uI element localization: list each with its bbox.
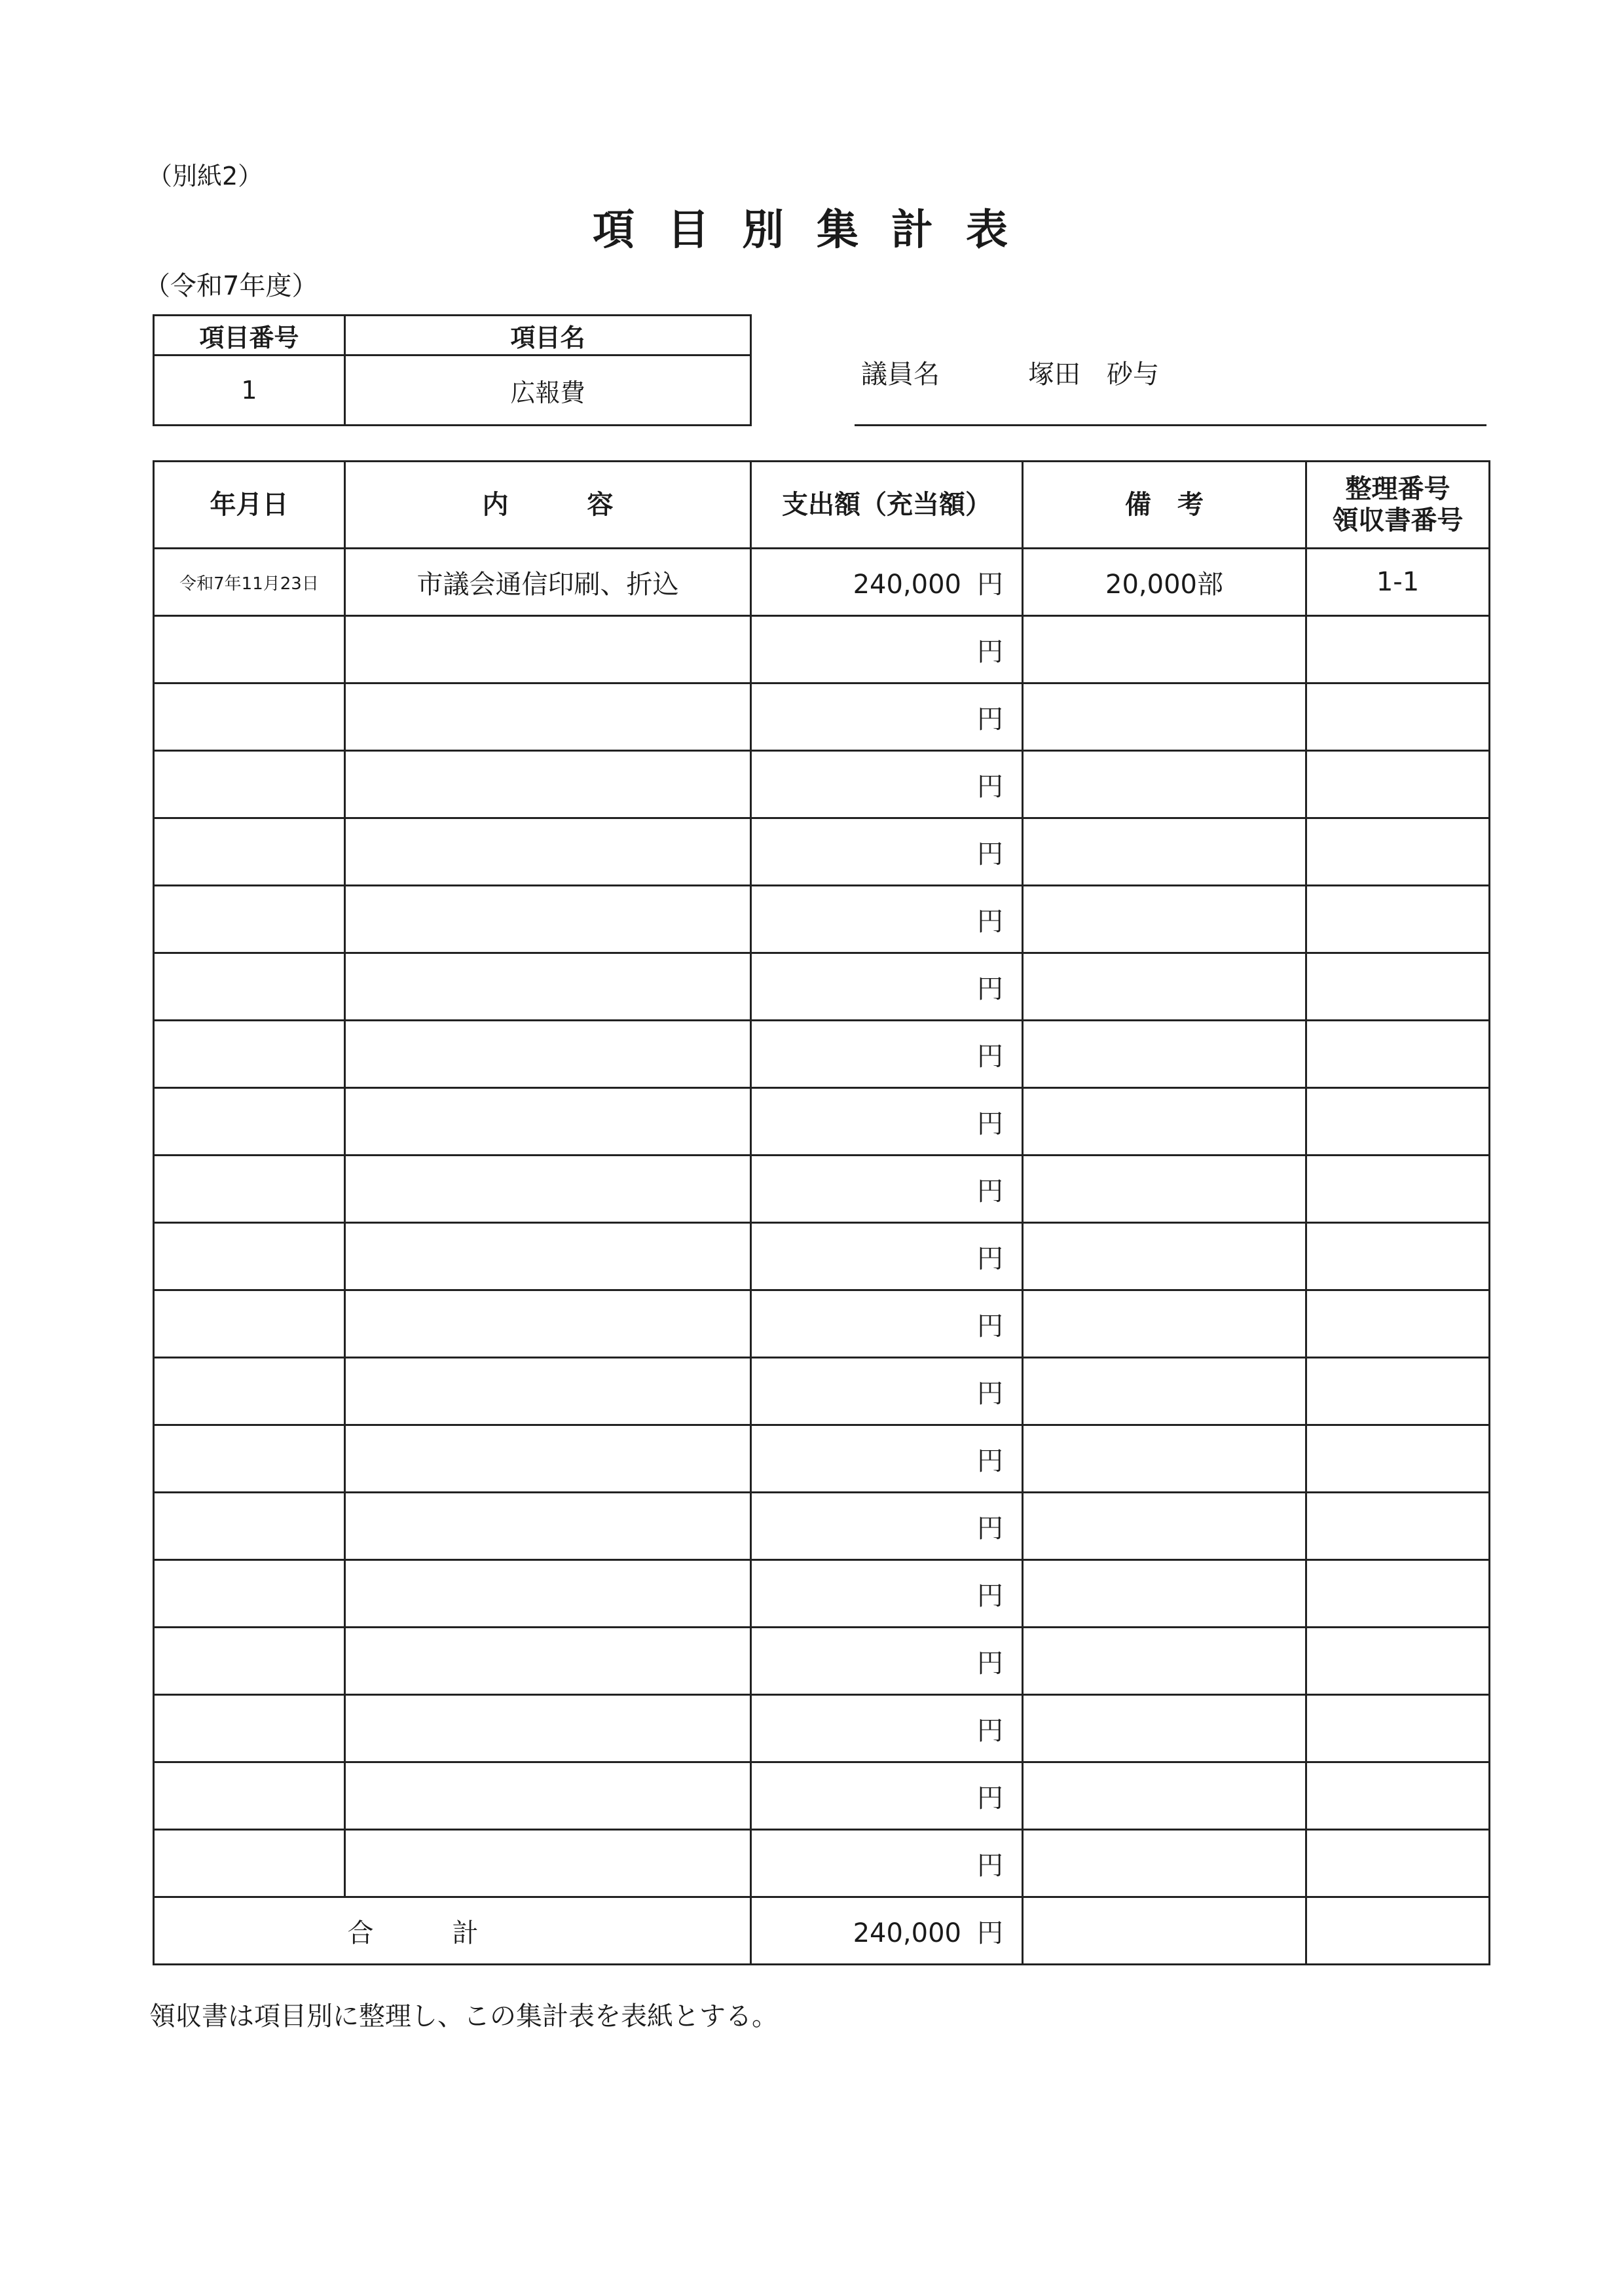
row-ref bbox=[1306, 616, 1490, 683]
row-ref bbox=[1306, 751, 1490, 818]
table-row bbox=[154, 1156, 1490, 1223]
row-date bbox=[154, 616, 345, 683]
row-amount-cell bbox=[751, 1358, 1023, 1425]
total-note-cell bbox=[1023, 1897, 1306, 1965]
row-ref bbox=[1306, 1290, 1490, 1358]
table-row bbox=[154, 1560, 1490, 1628]
table-row bbox=[154, 1695, 1490, 1762]
row-date bbox=[154, 1830, 345, 1897]
row-amount-cell bbox=[751, 1425, 1023, 1493]
row-ref bbox=[1306, 1695, 1490, 1762]
row-amount-cell bbox=[751, 616, 1023, 683]
row-ref bbox=[1306, 1156, 1490, 1223]
row-amount-cell bbox=[751, 1762, 1023, 1830]
row-date bbox=[154, 1425, 345, 1493]
row-content bbox=[345, 886, 751, 953]
table-row bbox=[154, 1088, 1490, 1156]
row-note: 20,000部 bbox=[1023, 549, 1306, 616]
row-content bbox=[345, 1560, 751, 1628]
row-note bbox=[1023, 683, 1306, 751]
row-amount-cell bbox=[751, 1021, 1023, 1088]
row-date bbox=[154, 1762, 345, 1830]
row-content bbox=[345, 1021, 751, 1088]
row-amount-cell bbox=[751, 1695, 1023, 1762]
row-ref bbox=[1306, 1830, 1490, 1897]
row-note bbox=[1023, 1493, 1306, 1560]
table-row bbox=[154, 1223, 1490, 1290]
row-amount-cell bbox=[751, 1290, 1023, 1358]
total-amount: 240,000 bbox=[853, 1918, 961, 1948]
row-date bbox=[154, 1560, 345, 1628]
row-note bbox=[1023, 818, 1306, 886]
yen-label: 円 bbox=[977, 1580, 1003, 1611]
row-content bbox=[345, 1156, 751, 1223]
row-ref bbox=[1306, 818, 1490, 886]
yen-label: 円 bbox=[977, 636, 1003, 667]
row-content bbox=[345, 1290, 751, 1358]
row-content bbox=[345, 683, 751, 751]
item-name-header: 項目名 bbox=[345, 316, 751, 355]
row-note bbox=[1023, 616, 1306, 683]
yen-label: 円 bbox=[977, 839, 1003, 869]
row-note bbox=[1023, 1560, 1306, 1628]
row-note bbox=[1023, 1223, 1306, 1290]
yen-label: 円 bbox=[977, 1108, 1003, 1139]
yen-label: 円 bbox=[977, 1513, 1003, 1544]
row-date: 令和7年11月23日 bbox=[154, 549, 345, 616]
row-ref bbox=[1306, 953, 1490, 1021]
yen-label: 円 bbox=[977, 1176, 1003, 1207]
row-date bbox=[154, 1021, 345, 1088]
yen-label: 円 bbox=[977, 771, 1003, 802]
member-name: 塚田 砂与 bbox=[1028, 359, 1159, 390]
row-date bbox=[154, 886, 345, 953]
row-note bbox=[1023, 1425, 1306, 1493]
row-ref bbox=[1306, 1223, 1490, 1290]
table-row bbox=[154, 1425, 1490, 1493]
table-row bbox=[154, 549, 1490, 616]
footer-note: 領収書は項目別に整理し、この集計表を表紙とする。 bbox=[149, 2001, 778, 2032]
row-content bbox=[345, 1358, 751, 1425]
item-name-value: 広報費 bbox=[345, 355, 751, 426]
row-content bbox=[345, 1830, 751, 1897]
yen-label: 円 bbox=[977, 1378, 1003, 1409]
row-date bbox=[154, 1088, 345, 1156]
row-ref bbox=[1306, 1088, 1490, 1156]
row-ref bbox=[1306, 1628, 1490, 1695]
row-amount-cell bbox=[751, 1156, 1023, 1223]
row-ref bbox=[1306, 1560, 1490, 1628]
row-content bbox=[345, 751, 751, 818]
total-ref-cell bbox=[1306, 1897, 1490, 1965]
ref-header bbox=[1306, 462, 1490, 549]
row-ref bbox=[1306, 1425, 1490, 1493]
row-note bbox=[1023, 1156, 1306, 1223]
row-note bbox=[1023, 1021, 1306, 1088]
row-amount-cell bbox=[751, 751, 1023, 818]
page-title: 項目別集計表 bbox=[593, 206, 1041, 255]
date-header: 年月日 bbox=[154, 462, 345, 549]
row-content bbox=[345, 1223, 751, 1290]
table-row bbox=[154, 953, 1490, 1021]
row-note bbox=[1023, 1628, 1306, 1695]
total-label: 合計 bbox=[154, 1897, 751, 1965]
row-ref bbox=[1306, 886, 1490, 953]
table-row bbox=[154, 616, 1490, 683]
row-content bbox=[345, 1493, 751, 1560]
row-date bbox=[154, 1290, 345, 1358]
row-note bbox=[1023, 1358, 1306, 1425]
ref-header-line2: 領収書番号 bbox=[1332, 505, 1464, 536]
row-content bbox=[345, 1088, 751, 1156]
content-header: 内 容 bbox=[345, 462, 751, 549]
yen-label: 円 bbox=[977, 1918, 1003, 1948]
yen-label: 円 bbox=[977, 1715, 1003, 1746]
attachment-note: （別紙2） bbox=[147, 162, 263, 191]
row-content bbox=[345, 1762, 751, 1830]
row-note bbox=[1023, 751, 1306, 818]
table-row bbox=[154, 1358, 1490, 1425]
row-date bbox=[154, 1358, 345, 1425]
row-content bbox=[345, 818, 751, 886]
member-block bbox=[855, 347, 1486, 426]
table-row bbox=[154, 1762, 1490, 1830]
expense-body bbox=[154, 549, 1490, 1897]
row-note bbox=[1023, 953, 1306, 1021]
row-ref: 1-1 bbox=[1306, 549, 1490, 616]
yen-label: 円 bbox=[977, 1648, 1003, 1679]
total-row bbox=[154, 1897, 1490, 1965]
row-amount-cell bbox=[751, 1493, 1023, 1560]
row-ref bbox=[1306, 1762, 1490, 1830]
row-content bbox=[345, 1628, 751, 1695]
member-label: 議員名 bbox=[861, 359, 940, 390]
row-content bbox=[345, 1695, 751, 1762]
row-amount-cell bbox=[751, 1628, 1023, 1695]
row-date bbox=[154, 953, 345, 1021]
table-row bbox=[154, 751, 1490, 818]
table-row bbox=[154, 886, 1490, 953]
table-header-row bbox=[154, 462, 1490, 549]
row-note bbox=[1023, 1830, 1306, 1897]
yen-label: 円 bbox=[977, 1041, 1003, 1072]
row-note bbox=[1023, 1762, 1306, 1830]
table-row bbox=[154, 1830, 1490, 1897]
row-amount-cell bbox=[751, 886, 1023, 953]
row-content bbox=[345, 953, 751, 1021]
yen-label: 円 bbox=[977, 1850, 1003, 1881]
row-amount-cell bbox=[751, 1560, 1023, 1628]
row-note bbox=[1023, 1290, 1306, 1358]
note-header: 備 考 bbox=[1023, 462, 1306, 549]
row-date bbox=[154, 1628, 345, 1695]
row-content: 市議会通信印刷、折込 bbox=[345, 549, 751, 616]
amount-header: 支出額（充当額） bbox=[751, 462, 1023, 549]
row-ref bbox=[1306, 1358, 1490, 1425]
yen-label: 円 bbox=[977, 704, 1003, 735]
row-date bbox=[154, 1695, 345, 1762]
row-date bbox=[154, 1156, 345, 1223]
ref-header-line1: 整理番号 bbox=[1345, 474, 1450, 504]
item-info-table bbox=[153, 314, 752, 426]
yen-label: 円 bbox=[977, 906, 1003, 937]
table-row bbox=[154, 683, 1490, 751]
row-amount-cell bbox=[751, 818, 1023, 886]
row-ref bbox=[1306, 1493, 1490, 1560]
expense-table bbox=[153, 460, 1490, 1965]
yen-label: 円 bbox=[977, 1783, 1003, 1813]
row-date bbox=[154, 751, 345, 818]
row-note bbox=[1023, 886, 1306, 953]
table-row bbox=[154, 1628, 1490, 1695]
row-date bbox=[154, 818, 345, 886]
row-ref bbox=[1306, 1021, 1490, 1088]
item-number-value: 1 bbox=[154, 355, 345, 426]
table-row bbox=[154, 818, 1490, 886]
fiscal-year: （令和7年度） bbox=[144, 271, 318, 301]
item-number-header: 項目番号 bbox=[154, 316, 345, 355]
yen-label: 円 bbox=[977, 1311, 1003, 1341]
row-amount-cell bbox=[751, 683, 1023, 751]
row-amount-cell bbox=[751, 549, 1023, 616]
row-amount-cell bbox=[751, 1830, 1023, 1897]
row-note bbox=[1023, 1088, 1306, 1156]
row-content bbox=[345, 1425, 751, 1493]
yen-label: 円 bbox=[977, 1243, 1003, 1274]
row-content bbox=[345, 616, 751, 683]
yen-label: 円 bbox=[977, 569, 1003, 600]
row-amount-cell bbox=[751, 1223, 1023, 1290]
yen-label: 円 bbox=[977, 974, 1003, 1004]
total-amount-cell bbox=[751, 1897, 1023, 1965]
table-row bbox=[154, 1021, 1490, 1088]
row-amount-cell bbox=[751, 953, 1023, 1021]
table-row bbox=[154, 1493, 1490, 1560]
row-date bbox=[154, 1223, 345, 1290]
table-row bbox=[154, 1290, 1490, 1358]
row-ref bbox=[1306, 683, 1490, 751]
row-amount: 240,000 bbox=[853, 569, 961, 600]
yen-label: 円 bbox=[977, 1446, 1003, 1476]
row-note bbox=[1023, 1695, 1306, 1762]
row-date bbox=[154, 1493, 345, 1560]
row-date bbox=[154, 683, 345, 751]
row-amount-cell bbox=[751, 1088, 1023, 1156]
